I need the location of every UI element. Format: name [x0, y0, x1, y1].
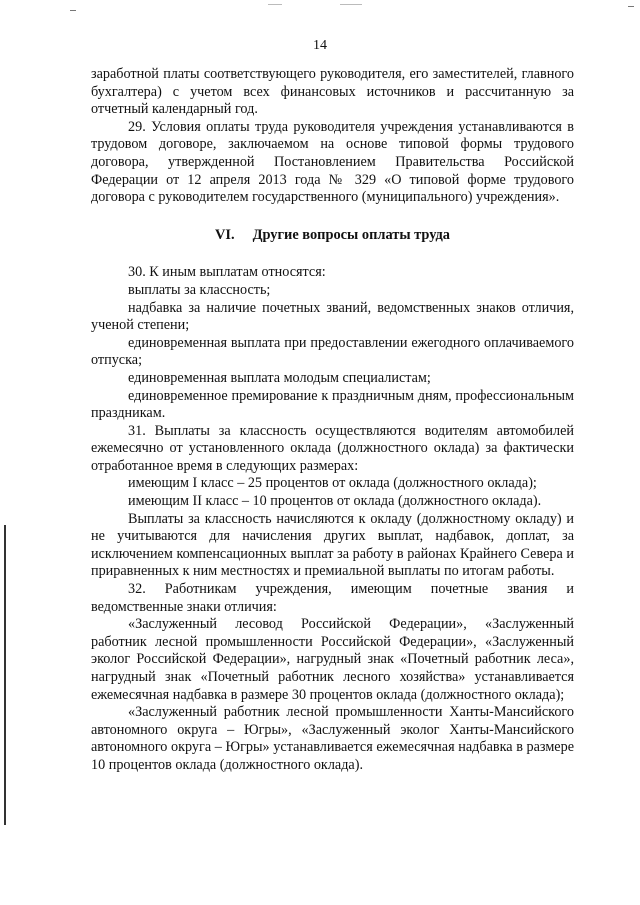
list-item: единовременная выплата молодым специалистам; — [128, 369, 431, 386]
paragraph-clause-29: 29. Условия оплаты труда руководителя учреждения устанавливаются в трудовом договоре, заключаемом на основе типовой формы трудового договора, утвержденной Постановлением Правительства Российской Федерации от 12 апреля 2013 года № 329 «О типовой форме трудового договора с руководителем государственного (муниципального) учреждения». — [91, 118, 574, 206]
section-number: VI. — [214, 226, 235, 243]
list-item: единовременное премирование к праздничным дням, профессиональным праздникам. — [91, 387, 574, 422]
paragraph: «Заслуженный лесовод Российской Федерации», «Заслуженный работник лесной промышленности Российской Федерации», «Заслуженный эколог Российской Федерации», нагрудный знак «Почетный работник леса», нагрудный знак «Почетный работник лесного хозяйства» устанавливается ежемесячная надбавка в размере 30 процентов оклада (должностного оклада); — [91, 616, 574, 703]
scan-edge-line — [4, 525, 6, 825]
document-body — [91, 66, 574, 775]
paragraph: заработной платы соответствующего руководителя, его заместителей, главного бухгалтера) с учетом всех финансовых источников и рассчитанную за отчетный календарный год. — [91, 66, 574, 118]
page-number: 14 — [313, 38, 327, 53]
scan-artifact — [70, 10, 76, 11]
section-title: Другие вопросы оплаты труда — [252, 226, 450, 243]
paragraph-clause-32: 32. Работникам учреждения, имеющим почетные звания и ведомственные знаки отличия: — [91, 581, 574, 615]
scan-artifact — [268, 4, 282, 5]
paragraph: «Заслуженный работник лесной промышленности Ханты-Мансийского автономного округа – Югры», «Заслуженный эколог Ханты-Мансийского автономного округа – Югры» устанавливается ежемесячная надбавка в размере 10 процентов оклада (должностного оклада). — [91, 704, 574, 773]
list-item: имеющим II класс – 10 процентов от оклада (должностного оклада). — [128, 493, 542, 510]
paragraph: Выплаты за классность начисляются к окладу (должностному окладу) и не учитываются для начисления других выплат, надбавок, доплат, за исключением компенсационных выплат за работу в районах Крайнего Севера и приравненных к ним местностях и премиальной выплаты по итогам работы. — [91, 510, 574, 580]
paragraph-clause-31: 31. Выплаты за классность осуществляются водителям автомобилей ежемесячно от установленного оклада (должностного оклада) за фактически отработанное время в следующих размерах: — [91, 422, 574, 474]
list-item: надбавка за наличие почетных званий, ведомственных знаков отличия, ученой степени; — [91, 299, 574, 334]
section-heading — [91, 227, 574, 245]
paragraph-clause-30: 30. К иным выплатам относятся: — [128, 264, 326, 281]
scan-artifact — [340, 4, 362, 5]
list-item: единовременная выплата при предоставлении ежегодного оплачиваемого отпуска; — [91, 334, 574, 369]
list-item: выплаты за классность; — [128, 281, 271, 298]
list-item: имеющим I класс – 25 процентов от оклада (должностного оклада); — [128, 475, 537, 492]
scan-artifact — [628, 6, 634, 7]
